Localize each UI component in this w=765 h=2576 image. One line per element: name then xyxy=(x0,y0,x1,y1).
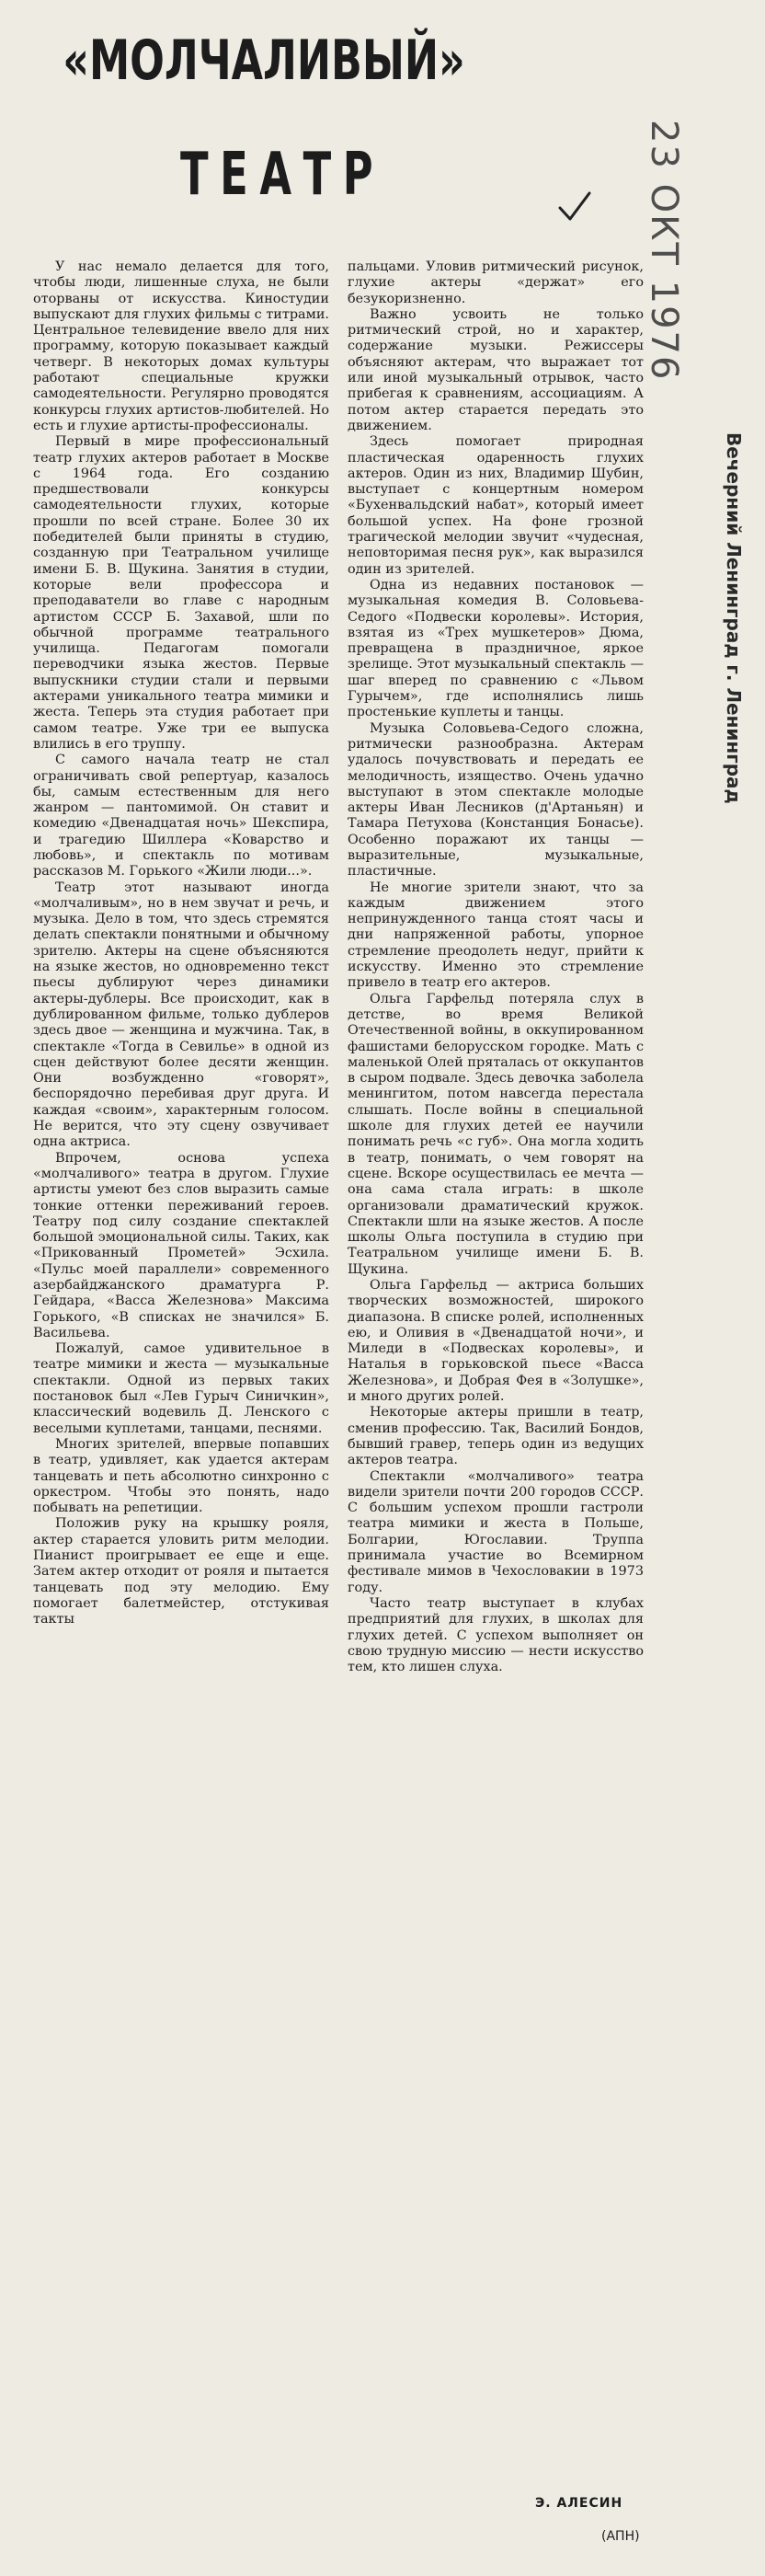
paragraph: Пожалуй, самое удивительное в театре мимики и жеста — музыкальные спектакли. Одной из первых таких постановок был «Лев Гурыч Синичкин», классический водевиль Д. Ленского с веселыми куплетами, танцами, песнями. xyxy=(33,1341,329,1436)
paragraph: пальцами. Уловив ритмический рисунок, глухие актеры «держат» его безукоризненно. xyxy=(348,259,644,306)
paragraph: Многих зрителей, впервые попавших в театр, удивляет, как удается актерам танцевать и петь абсолютно синхронно с оркестром. Чтобы это понять, надо побывать на репетиции. xyxy=(33,1436,329,1516)
paragraph: Музыка Соловьева-Седого сложна, ритмически разнообразна. Актерам удалось почувствовать и передать ее мелодичность, изящество. Очень удачно выступают в этом спектакле молодые актеры Иван Лесников (д'Артаньян) и Тамара Петухова (Констанция Бонасье). Особенно поражают их танцы — выразительные, музыкальные, пластичные. xyxy=(348,720,644,880)
date-stamp: 23 ОКТ 1976 xyxy=(643,120,685,382)
paragraph: Важно усвоить не только ритмический строй, но и характер, содержание музыки. Режиссеры объясняют актерам, что выражает тот или иной музыкальный отрывок, часто прибегая к сравнениям, ассоциациям. А потом актер старается передать это движением. xyxy=(348,306,644,433)
paragraph: Ольга Гарфельд — актриса больших творческих возможностей, широкого диапазона. В списке ролей, исполненных ею, и Оливия в «Двенадцатой ночи», и Миледи в «Подвесках королевы», и Наталья в горьковской пьесе «Васса Железнова», и Добрая Фея в «Золушке», и много других ролей. xyxy=(348,1278,644,1405)
headline-line-2: ТЕАТР xyxy=(180,141,385,209)
paragraph: Первый в мире профессиональный театр глухих актеров работает в Москве с 1964 года. Его созданию предшествовали конкурсы самодеятельности глухих, которые прошли по всей стране. Более 30 их победителей были приняты в студию, созданную при Театральном училище имени Б. В. Щукина. Занятия в студии, которые вели профессора и преподаватели во главе с народным артистом СССР Б. Захавой, шли по обычной программе театрального училища. Педагогам помогали переводчики языка жестов. Первые выпускники студии стали и первыми актерами уникального театра мимики и жеста. Теперь эта студия работает при самом театре. Уже три ее выпуска влились в его труппу. xyxy=(33,434,329,752)
byline-agency: (АПН) xyxy=(601,2529,640,2544)
paragraph: Ольга Гарфельд потеряла слух в детстве, во время Великой Отечественной войны, в оккупированном фашистами белорусском городке. Мать с маленькой Олей пряталась от оккупантов в сыром подвале. Здесь девочка заболела менингитом, потом навсегда перестала слышать. После войны в специальной школе для глухих детей ее научили понимать речь «с губ». Она могла ходить в театр, понимать, о чем говорят на сцене. Вскоре осуществилась ее мечта — она сама стала играть: в школе организовали драматический кружок. Спектакли шли на языке жестов. А после школы Ольга поступила в студию при Театральном училище имени Б. В. Щукина. xyxy=(348,991,644,1277)
paragraph: Одна из недавних постановок — музыкальная комедия В. Соловьева-Седого «Подвески королевы». История, взятая из «Трех мушкетеров» Дюма, превращена в праздничное, яркое зрелище. Этот музыкальный спектакль — шаг вперед по сравнению с «Львом Гурычем», где исполнялись лишь простенькие куплеты и танцы. xyxy=(348,577,644,720)
handwritten-checkmark-icon xyxy=(556,190,593,226)
paragraph: С самого начала театр не стал ограничивать свой репертуар, казалось бы, самым естественным для него жанром — пантомимой. Он ставит и комедию «Двенадцатая ночь» Шекспира, и трагедию Шиллера «Коварство и любовь», и спектакль по мотивам рассказов М. Горького «Жили люди...». xyxy=(33,753,329,880)
paragraph: Спектакли «молчаливого» театра видели зрители почти 200 городов СССР. С большим успехом прошли гастроли театра мимики и жеста в Польше, Болгарии, Югославии. Труппа принимала участие во Всемирном фестивале мимов в Чехословакии в 1973 году. xyxy=(348,1468,644,1595)
paragraph: У нас немало делается для того, чтобы люди, лишенные слуха, не были оторваны от искусства. Киностудии выпускают для глухих фильмы с титрами. Центральное телевидение ввело для них программу, которую показывает каждый четверг. В некоторых домах культуры работают специальные кружки самодеятельности. Регулярно проводятся конкурсы глухих артистов-любителей. Но есть и глухие артисты-профессионалы. xyxy=(33,259,329,433)
paragraph: Театр этот называют иногда «молчаливым», но в нем звучат и речь, и музыка. Дело в том, что здесь стремятся делать спектакли понятными и обычному зрителю. Актеры на сцене объясняются на языке жестов, но одновременно текст пьесы дублируют через динамики актеры-дублеры. Все происходит, как в дублированном фильме, только дублеров здесь двое — женщина и мужчина. Так, в спектакле «Тогда в Севилье» в одной из сцен действуют более десяти женщин. Они возбужденно «говорят», беспорядочно перебивая друг друга. И каждая «своим», характерным голосом. Не верится, что эту сцену озвучивает одна актриса. xyxy=(33,880,329,1150)
byline-author: Э. АЛЕСИН xyxy=(535,2496,623,2511)
paragraph: Положив руку на крышку рояля, актер старается уловить ритм мелодии. Пианист проигрывает ее еще и еще. Затем актер отходит от рояля и пытается танцевать под эту мелодию. Ему помогает балетмейстер, отстукивая такты xyxy=(33,1516,329,1627)
article-column-right xyxy=(348,259,644,1675)
source-stamp: Вечерний Ленинград г. Ленинград xyxy=(723,432,745,804)
paragraph: Впрочем, основа успеха «молчаливого» театра в другом. Глухие артисты умеют без слов выразить самые тонкие оттенки переживаний героев. Театру под силу создание спектаклей большой эмоциональной силы. Таких, как «Прикованный Прометей» Эсхила. «Пульс моей параллели» современного азербайджанского драматурга Р. Гейдара, «Васса Железнова» Максима Горького, «В списках не значился» Б. Васильева. xyxy=(33,1150,329,1340)
paragraph: Не многие зрители знают, что за каждым движением этого непринужденного танца стоят часы и дни напряженной работы, упорное стремление преодолеть недуг, прийти к искусству. Именно это стремление привело в театр его актеров. xyxy=(348,880,644,991)
paragraph: Некоторые актеры пришли в театр, сменив профессию. Так, Василий Бондов, бывший гравер, теперь один из ведущих актеров театра. xyxy=(348,1405,644,1468)
paragraph: Часто театр выступает в клубах предприятий для глухих, в школах для глухих детей. С успехом выполняет он свою трудную миссию — нести искусство тем, кто лишен слуха. xyxy=(348,1595,644,1675)
headline-line-1: «МОЛЧАЛИВЫЙ» xyxy=(63,29,465,93)
paragraph: Здесь помогает природная пластическая одаренность глухих актеров. Один из них, Владимир Шубин, выступает с концертным номером «Бухенвальдский набат», который имеет большой успех. На фоне грозной трагической мелодии звучит «чудесная, неповторимая песня рук», как выразился один из зрителей. xyxy=(348,434,644,577)
article-column-left xyxy=(33,259,329,1628)
